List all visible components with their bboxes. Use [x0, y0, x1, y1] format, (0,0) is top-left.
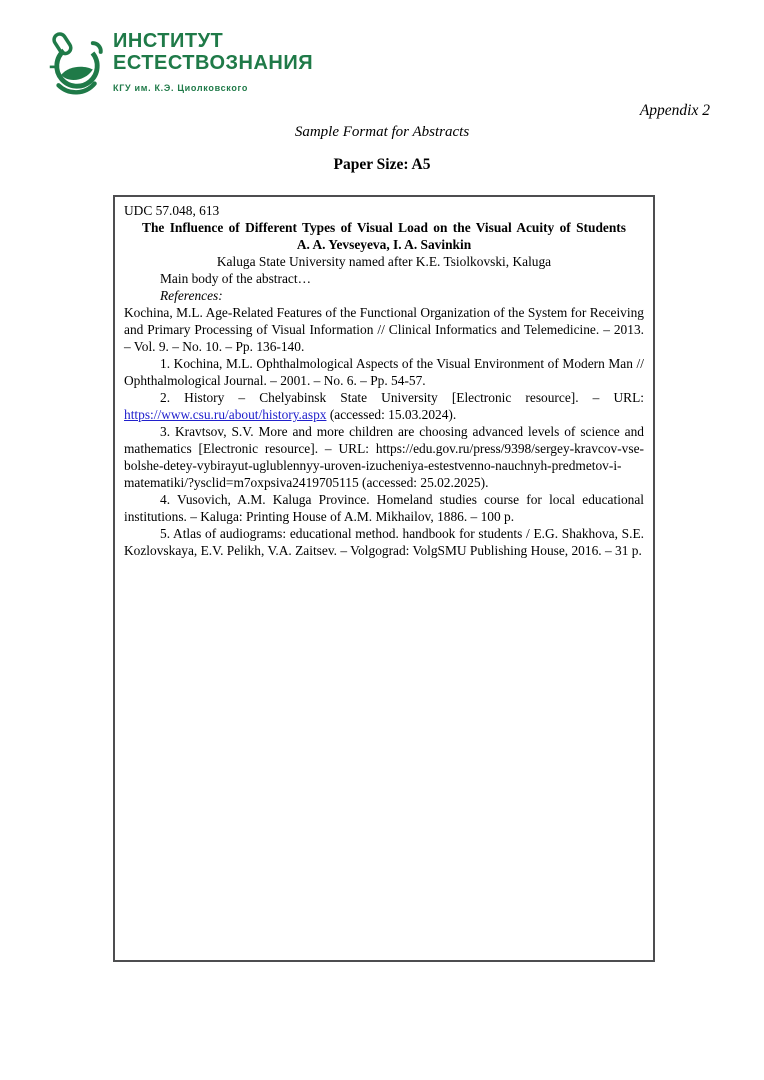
microscope-leaf-icon: [48, 32, 106, 100]
reference-item: Kochina, M.L. Age-Related Features of the Functional Organization of the System for Receiving and Primary Processing of Visual Information // Clinical Informatics and Telemedicine. – 2013. – Vol. 9. – No. 10. – Pp. 136-140.: [124, 305, 644, 354]
institute-logo: [48, 30, 313, 100]
abstract-title: The Influence of Different Types of Visual Load on the Visual Acuity of Students: [142, 220, 626, 235]
reference-item: 1. Kochina, M.L. Ophthalmological Aspects of the Visual Environment of Modern Man // Ophthalmological Journal. – 2001. – No. 6. – Pp. 54-57.: [124, 356, 644, 388]
paper-size-label: Paper Size: A5: [333, 156, 431, 173]
references-list: [124, 304, 644, 559]
institute-logo-text: [113, 30, 313, 93]
reference-item: 2. History – Chelyabinsk State University [Electronic resource]. – URL: https://www.csu.ru/about/history.aspx (accessed: 15.03.2024).: [124, 390, 644, 422]
doc-subtitle: Sample Format for Abstracts: [294, 124, 470, 140]
abstract-body-placeholder: Main body of the abstract…: [160, 271, 311, 286]
abstract-sample-box: [113, 195, 655, 962]
abstract-affiliation: Kaluga State University named after K.E. Tsiolkovski, Kaluga: [216, 254, 552, 269]
reference-url-link[interactable]: https://www.csu.ru/about/history.aspx: [124, 407, 327, 422]
reference-item: 3. Kravtsov, S.V. More and more children are choosing advanced levels of science and mathematics [Electronic resource]. – URL: https://edu.gov.ru/press/9398/sergey-kravcov-vse-bolshe-detey-vybirayut-uglublennyy-uroven-izucheniya-estestvenno-nauchnyh-predmetov-i-matematiki/?ysclid=m7oxpsiva2419705115 (accessed: 25.02.2025).: [124, 424, 644, 490]
reference-item: 5. Atlas of audiograms: educational method. handbook for students / E.G. Shakhova, S.E. Kozlovskaya, E.V. Pelikh, V.A. Zaitsev. – Volgograd: VolgSMU Publishing House, 2016. – 31 p.: [124, 526, 644, 558]
institute-name-line1: ИНСТИТУТ: [113, 30, 224, 52]
references-heading: References:: [160, 288, 223, 303]
udc-number: UDC 57.048, 613: [124, 203, 220, 218]
institute-subtitle: КГУ им. К.Э. Циолковского: [113, 83, 249, 93]
appendix-label: Appendix 2: [639, 102, 710, 119]
reference-item: 4. Vusovich, A.M. Kaluga Province. Homeland studies course for local educational institutions. – Kaluga: Printing House of A.M. Mikhailov, 1886. – 100 p.: [124, 492, 644, 524]
institute-name-line2: ЕСТЕСТВОЗНАНИЯ: [113, 52, 314, 74]
abstract-authors: A. A. Yevseyeva, I. A. Savinkin: [296, 237, 472, 252]
